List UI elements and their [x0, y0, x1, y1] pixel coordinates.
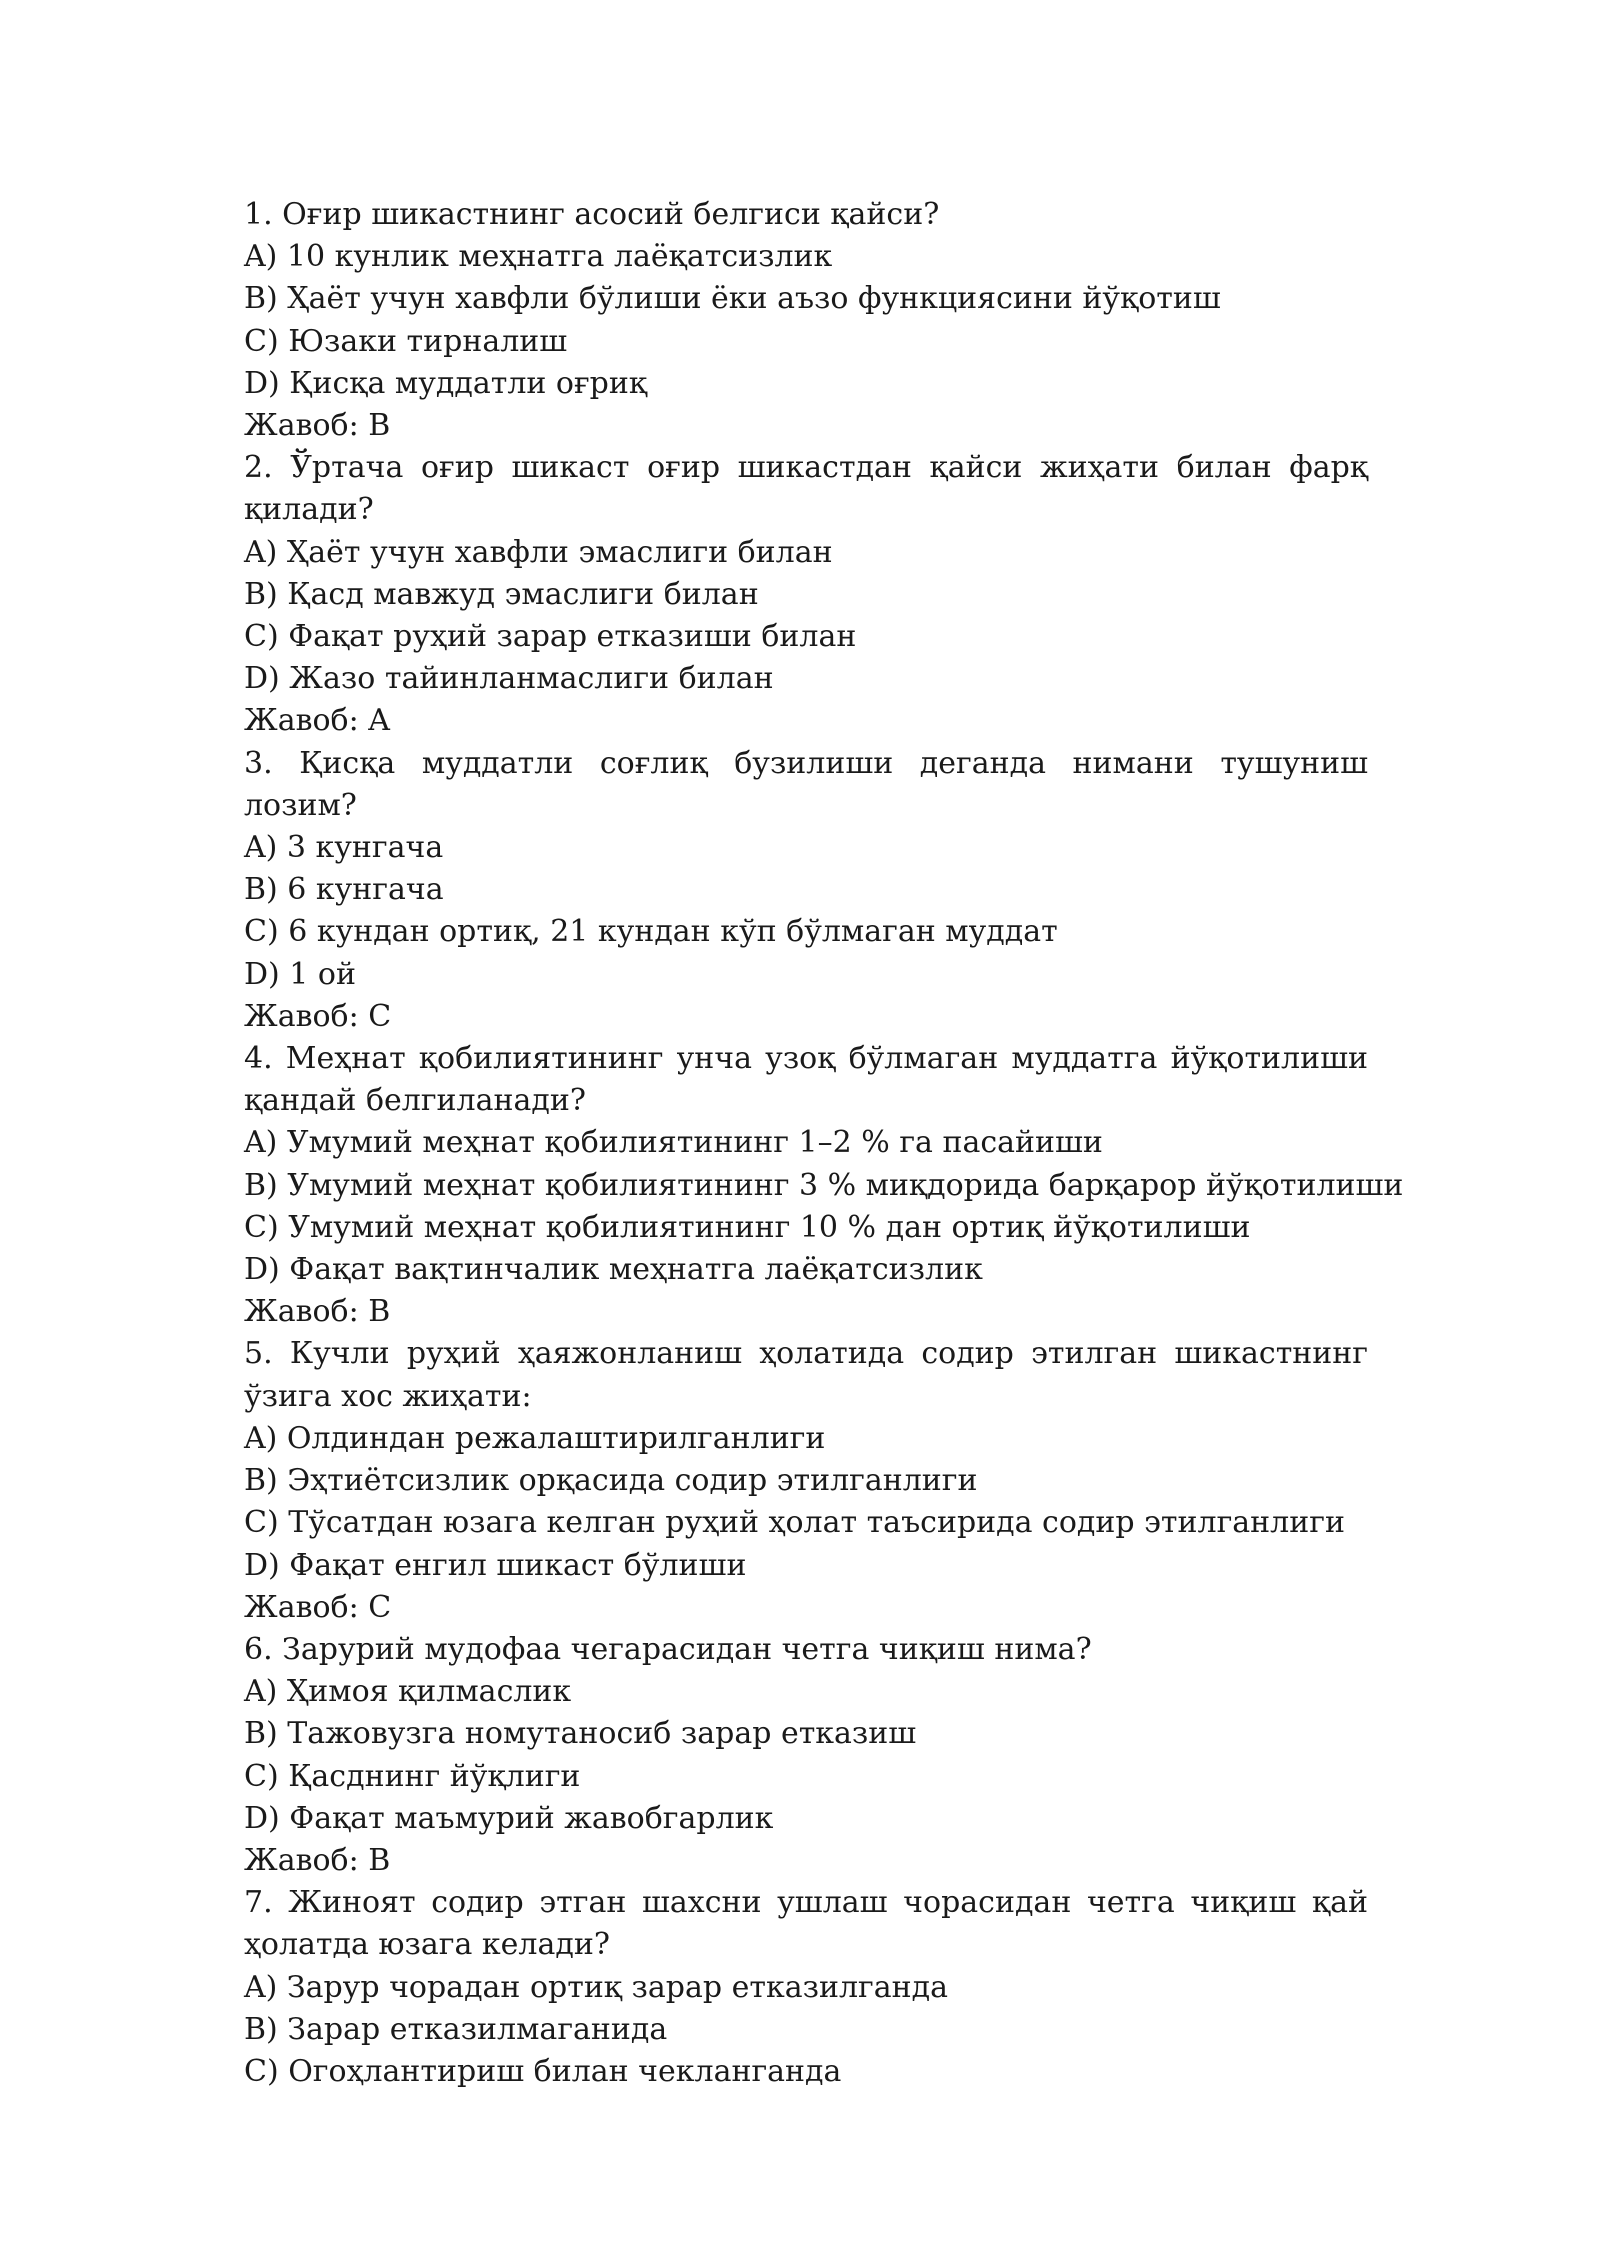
answer-option: A) Умумий меҳнат қобилиятининг 1–2 % га пасайиши	[244, 1125, 1103, 1161]
question-block	[244, 447, 1368, 742]
question-text: 6. Зарурий мудофаа чегарасидан четга чиқиш нима?	[244, 1631, 1092, 1667]
answer-option: B) Зарар етказилмаганида	[244, 2011, 668, 2047]
question-text: 3. Қисқа муддатли соғлиқ бузилиши деганда нимани тушуниш лозим?	[244, 745, 1368, 823]
answer-option: B) Ҳаёт учун хавфли бўлиши ёки аъзо функциясини йўқотиш	[244, 281, 1221, 317]
question-text: 5. Кучли руҳий ҳаяжонланиш ҳолатида содир этилган шикастнинг ўзига хос жиҳати:	[244, 1336, 1368, 1414]
answer-option: D) Жазо тайинланмаслиги билан	[244, 661, 774, 697]
correct-answer: Жавоб: A	[244, 703, 390, 739]
answer-option: A) Зарур чорадан ортиқ зарар етказилганда	[244, 1969, 948, 2005]
answer-option: A) Олдиндан режалаштирилганлиги	[244, 1420, 826, 1456]
correct-answer: Жавоб: B	[244, 1842, 391, 1878]
answer-option: B) Умумий меҳнат қобилиятининг 3 % миқдорида барқарор йўқотилиши	[244, 1167, 1404, 1203]
question-block	[244, 1038, 1404, 1333]
answer-option: C) Тўсатдан юзага келган руҳий ҳолат таъсирида содир этилганлиги	[244, 1505, 1345, 1541]
question-text: 7. Жиноят содир этган шахсни ушлаш чорасидан четга чиқиш қай ҳолатда юзага келади?	[244, 1885, 1368, 1963]
answer-option: B) Қасд мавжуд эмаслиги билан	[244, 576, 759, 612]
correct-answer: Жавоб: C	[244, 998, 392, 1034]
answer-option: D) 1 ой	[244, 956, 356, 992]
answer-option: B) 6 кунгача	[244, 872, 444, 908]
question-text: 4. Меҳнат қобилиятининг унча узоқ бўлмаган муддатга йўқотилиши қандай белгиланади?	[244, 1041, 1368, 1119]
answer-option: C) Умумий меҳнат қобилиятининг 10 % дан ортиқ йўқотилиши	[244, 1209, 1251, 1245]
question-block	[244, 1882, 1368, 2093]
question-text: 1. Оғир шикастнинг асосий белгиси қайси?	[244, 197, 940, 232]
answer-option: C) Қасднинг йўқлиги	[244, 1758, 581, 1794]
correct-answer: Жавоб: B	[244, 408, 391, 444]
answer-option: A) 10 кунлик меҳнатга лаёқатсизлик	[244, 239, 833, 275]
answer-option: C) 6 кундан ортиқ, 21 кундан кўп бўлмаган муддат	[244, 914, 1058, 950]
answer-option: B) Эҳтиётсизлик орқасида содир этилганлиги	[244, 1463, 978, 1499]
answer-option: D) Фақат вақтинчалик меҳнатга лаёқатсизлик	[244, 1252, 983, 1288]
answer-option: A) Ҳаёт учун хавфли эмаслиги билан	[244, 534, 833, 570]
question-block	[244, 1629, 1368, 1882]
question-block	[244, 743, 1368, 1038]
answer-option: D) Фақат енгил шикаст бўлиши	[244, 1547, 747, 1583]
question-block	[244, 194, 1368, 447]
question-text: 2. Ўртача оғир шикаст оғир шикастдан қайси жиҳати билан фарқ қилади?	[244, 450, 1368, 528]
question-block	[244, 1333, 1368, 1628]
document-page	[244, 194, 1404, 2093]
answer-option: D) Фақат маъмурий жавобгарлик	[244, 1800, 774, 1836]
correct-answer: Жавоб: C	[244, 1589, 392, 1625]
correct-answer: Жавоб: B	[244, 1294, 391, 1330]
answer-option: C) Огоҳлантириш билан чекланганда	[244, 2053, 842, 2089]
answer-option: D) Қисқа муддатли оғриқ	[244, 365, 648, 401]
answer-option: C) Юзаки тирналиш	[244, 323, 568, 359]
answer-option: A) 3 кунгача	[244, 830, 444, 866]
answer-option: B) Тажовузга номутаносиб зарар етказиш	[244, 1716, 917, 1752]
answer-option: A) Ҳимоя қилмаслик	[244, 1674, 572, 1710]
answer-option: C) Фақат руҳий зарар етказиши билан	[244, 619, 857, 655]
